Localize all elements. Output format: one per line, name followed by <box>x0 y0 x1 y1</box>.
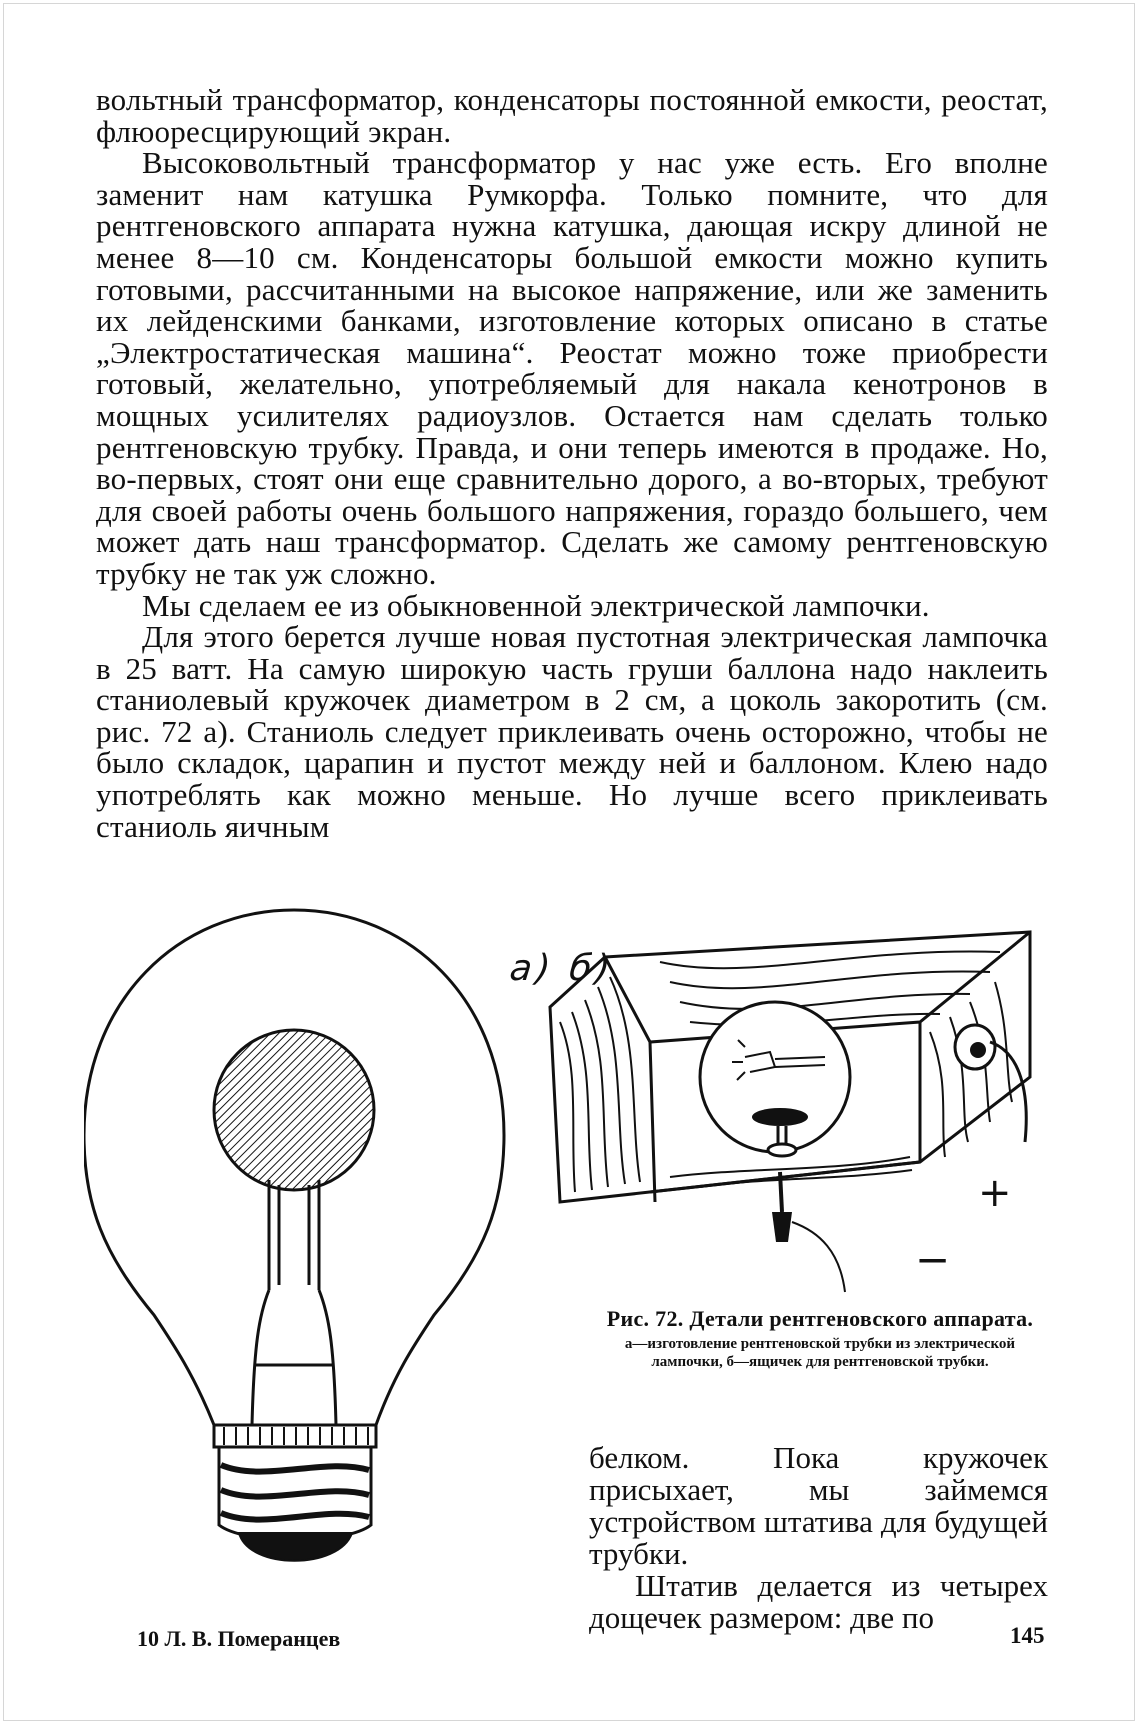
paragraph: Для этого берется лучше новая пустотная электрическая лампочка в 25 ватт. На самую широкую часть груши баллона надо наклеить станиолевый кружочек диаметром в 2 см, а цоколь закоротить (см. рис. 72 а). Станиоль следует приклеивать очень осторожно, чтобы не было складок, царапин и пустот между ней и баллоном. Клею надо употреблять как можно меньше. Но лучше всего приклеивать станиоль яичным <box>96 619 1048 844</box>
right-column-text <box>589 1442 1048 1634</box>
figure-label: а) б) <box>507 948 616 989</box>
caption-description: а—изготовление рентгеновской трубки из электрической лампочки, б—ящичек для рентгеновской трубки. <box>624 1336 1016 1370</box>
paragraph: белком. Пока кружочек присыхает, мы займемся устройством штатива для будущей трубки. <box>589 1440 1048 1571</box>
paragraph: Высоковольтный трансформатор у нас уже есть. Его вполне заменит нам катушка Румкорфа. Только помните, что для рентгеновского аппарата нужна катушка, дающая искру длиной не менее 8—10 см. Конденсаторы большой емкости можно купить готовыми, рассчитанными на высокое напряжение, или же заменить их лейденскими банками, изготовление которых описано в статье „Электростатическая машина“. Реостат можно тоже приобрести готовый, желательно, употребляемый для накала кенотронов в мощных усилителях радиоузлов. Остается нам сделать только рентгеновскую трубку. Правда, и они теперь имеются в продаже. Но, во-первых, стоят они еще сравнительно дорого, а во-вторых, требуют для своей работы очень большого напряжения, гораздо большего, чем может дать наш трансформатор. Сделать же самому рентгеновскую трубку не так уж сложно. <box>96 145 1048 591</box>
page-number: 145 <box>1010 1623 1045 1648</box>
minus-sign: − <box>915 1235 951 1284</box>
paragraph: Штатив делается из четырех дощечек размером: две по <box>589 1568 1048 1635</box>
printer-signature: 10 Л. В. Померанцев <box>137 1626 341 1651</box>
figure-caption <box>600 1306 1040 1371</box>
paragraph: вольтный трансформатор, конденсаторы постоянной емкости, реостат, флюоресцирующий экран. <box>96 82 1048 149</box>
caption-title: Рис. 72. Детали рентгеновского аппарата. <box>606 1306 1034 1331</box>
main-text <box>96 84 1048 842</box>
paragraph: Мы сделаем ее из обыкновенной электрической лампочки. <box>142 587 930 623</box>
light-bulb-illustration <box>84 905 514 1605</box>
plus-sign: + <box>978 1170 1012 1216</box>
